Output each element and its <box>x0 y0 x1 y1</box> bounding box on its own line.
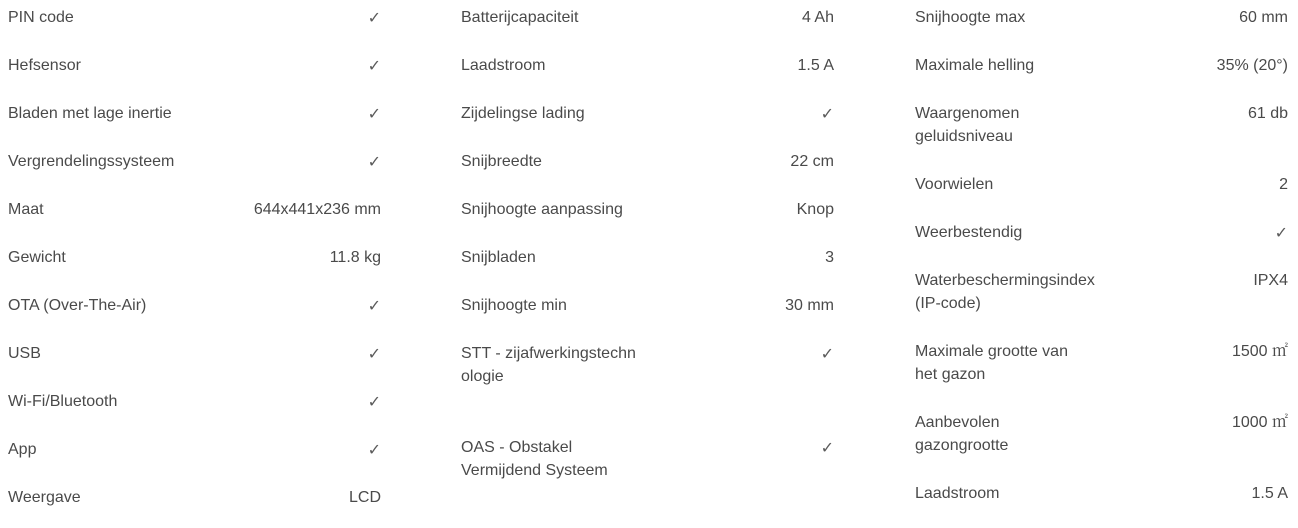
spec-value: 1.5 A <box>797 57 834 74</box>
spec-value: 35% (20°) <box>1216 57 1288 74</box>
check-icon: ✓ <box>367 344 381 363</box>
spec-label: PIN code <box>8 9 74 26</box>
spec-row-batterij <box>461 0 834 48</box>
spec-row-wifi <box>8 384 381 432</box>
spec-row-weerbestendig <box>915 215 1288 263</box>
spec-label: Weerbestendig <box>915 224 1023 241</box>
spec-row-app <box>8 432 381 480</box>
spec-label: Snijbladen <box>461 249 536 266</box>
spec-label: Laadstroom <box>461 57 546 74</box>
spec-label: Maximale helling <box>915 57 1035 74</box>
spec-value: 4 Ah <box>801 9 834 26</box>
spec-row-geluidsniveau <box>915 96 1288 167</box>
spec-row-vergrendeling <box>8 144 381 192</box>
spec-row-ota <box>8 288 381 336</box>
check-icon: ✓ <box>367 8 381 27</box>
spec-label: Maximale grootte van het gazon <box>915 343 1068 383</box>
spec-label: Snijhoogte aanpassing <box>461 201 623 218</box>
spec-row-maximale-helling <box>915 48 1288 96</box>
spec-label: Wi-Fi/Bluetooth <box>8 393 118 410</box>
spec-label: Aanbevolen gazongrootte <box>915 414 1009 454</box>
spec-row-hefsensor <box>8 48 381 96</box>
check-icon: ✓ <box>820 104 834 123</box>
spec-value: 60 mm <box>1239 9 1288 26</box>
spec-label: App <box>8 441 37 458</box>
spec-value: 3 <box>825 249 834 266</box>
spec-value: 30 mm <box>785 297 834 314</box>
spec-label: Snijhoogte max <box>915 9 1026 26</box>
spec-row-usb <box>8 336 381 384</box>
check-icon: ✓ <box>367 440 381 459</box>
spec-value: 2 <box>1279 176 1288 193</box>
spec-row-snijhoogte-aanpassing <box>461 192 834 240</box>
spec-row-gewicht <box>8 240 381 288</box>
check-icon: ✓ <box>820 438 834 457</box>
check-icon: ✓ <box>820 344 834 363</box>
spec-row-snijhoogte-min <box>461 288 834 336</box>
spec-value: 644x441x236 mm <box>253 201 381 218</box>
spec-row-snijhoogte-max <box>915 0 1288 48</box>
spec-label: Batterijcapaciteit <box>461 9 579 26</box>
spec-column-1 <box>8 0 381 528</box>
spec-row-pin-code <box>8 0 381 48</box>
spec-label: Gewicht <box>8 249 66 266</box>
spec-row-bladen <box>8 96 381 144</box>
spec-column-3 <box>915 0 1288 524</box>
spec-label: STT - zijafwerkingstechnologie <box>461 345 636 385</box>
spec-label: OAS - Obstakel Vermijdend Systeem <box>461 439 608 479</box>
spec-value: 1500 ㎡ <box>1231 343 1288 360</box>
spec-label: Zijdelingse lading <box>461 105 585 122</box>
spec-label: OTA (Over-The-Air) <box>8 297 147 314</box>
spec-value: LCD <box>348 489 381 506</box>
check-icon: ✓ <box>367 152 381 171</box>
spec-value: Knop <box>796 201 834 218</box>
spec-value: 1.5 A <box>1251 485 1288 502</box>
spec-row-voorwielen <box>915 167 1288 215</box>
spec-value: 22 cm <box>790 153 834 170</box>
check-icon: ✓ <box>367 56 381 75</box>
spec-label: Laadstroom <box>915 485 1000 502</box>
check-icon: ✓ <box>1274 223 1288 242</box>
spec-label: Weergave <box>8 489 81 506</box>
spec-row-waterbescherming <box>915 263 1288 334</box>
spec-value: 11.8 kg <box>329 249 381 266</box>
spec-row-maximale-grootte <box>915 334 1288 405</box>
spec-label: Waterbeschermingsindex (IP-code) <box>915 272 1095 312</box>
spec-row-oas <box>461 430 834 501</box>
spec-label: Maat <box>8 201 44 218</box>
spec-label: Hefsensor <box>8 57 81 74</box>
spec-row-aanbevolen-grootte <box>915 405 1288 476</box>
spec-label: Snijbreedte <box>461 153 542 170</box>
spec-label: Vergrendelingssysteem <box>8 153 175 170</box>
spec-label: Waargenomen geluidsniveau <box>915 105 1020 145</box>
spec-row-laadstroom <box>461 48 834 96</box>
spec-row-laadstroom-2 <box>915 476 1288 524</box>
spec-row-stt <box>461 336 834 430</box>
spec-value: 1000 ㎡ <box>1231 414 1288 431</box>
spec-column-2 <box>461 0 834 501</box>
spec-label: USB <box>8 345 41 362</box>
spec-label: Voorwielen <box>915 176 994 193</box>
spec-value: 61 db <box>1247 105 1288 122</box>
check-icon: ✓ <box>367 392 381 411</box>
check-icon: ✓ <box>367 104 381 123</box>
spec-label: Bladen met lage inertie <box>8 105 172 122</box>
spec-label: Snijhoogte min <box>461 297 567 314</box>
spec-value: IPX4 <box>1253 272 1288 289</box>
spec-row-snijbladen <box>461 240 834 288</box>
spec-row-zijdelingse-lading <box>461 96 834 144</box>
check-icon: ✓ <box>367 296 381 315</box>
spec-row-snijbreedte <box>461 144 834 192</box>
spec-row-maat <box>8 192 381 240</box>
